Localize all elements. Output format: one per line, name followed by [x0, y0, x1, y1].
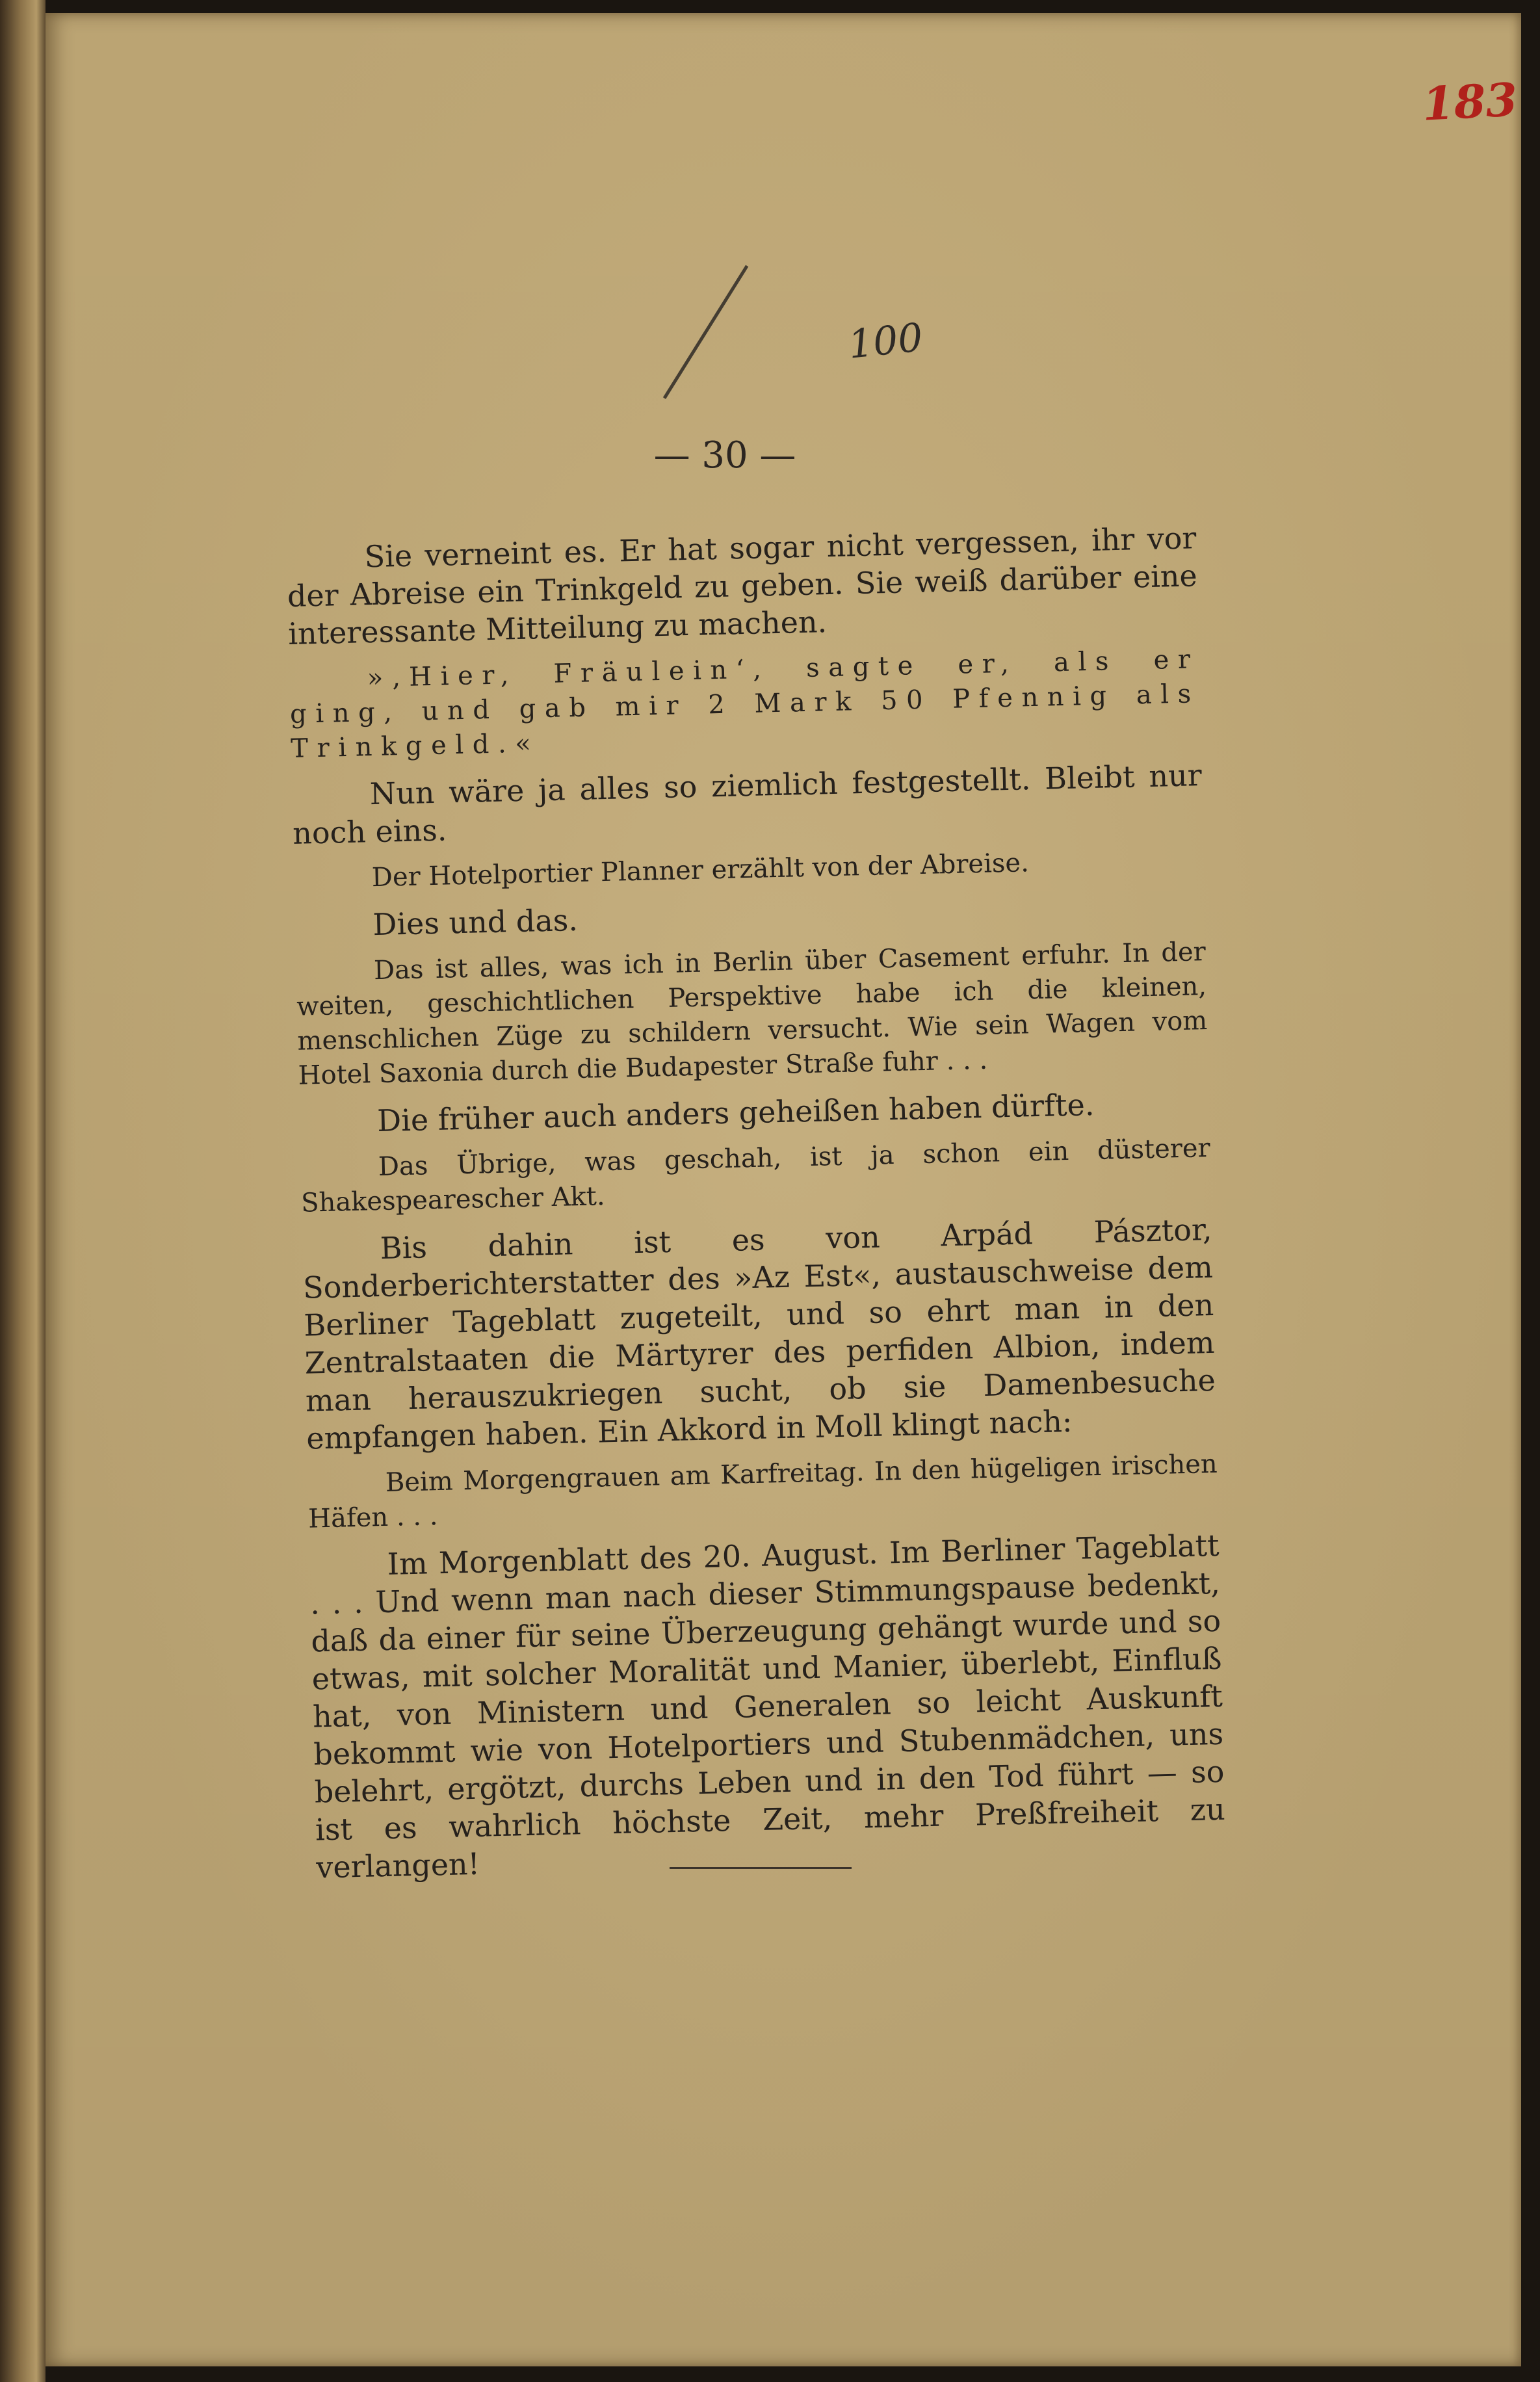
paragraph-7: Die früher auch anders geheißen haben dürfte. — [376, 1087, 1095, 1139]
paragraph-10: Beim Morgengrauen am Karfreitag. In den hügeligen irischen Häfen . . . — [307, 1448, 1218, 1534]
paragraph-11: Im Morgenblatt des 20. August. Im Berliner Tageblatt . . . Und wenn man nach dieser Stimmungspause bedenkt, daß da einer für seine Überzeugung gehängt wurde und so etwas, mit solcher Moralität und Manier, überlebt, Einfluß hat, von Ministern und Generalen so leicht Auskunft bekommt wie von Hotelportiers und Stubenmädchen, uns belehrt, ergötzt, durchs Leben und in den Tod führt — so ist es wahrlich höchste Zeit, mehr Preßfreiheit zu verlangen! — [309, 1527, 1226, 1885]
paragraph-3: Nun wäre ja alles so ziemlich festgestellt. Bleibt nur noch eins. — [292, 757, 1203, 851]
closing-rule — [670, 1867, 852, 1869]
paragraph-9: Bis dahin ist es von Arpád Pásztor, Sonderberichterstatter des »Az Est«, austauschweise dem Berliner Tageblatt zugeteilt, und so ehrt man in den Zentralstaaten die Märtyrer des perfiden Albion, indem man herauszukriegen sucht, ob sie Damenbesuche empfangen haben. Ein Akkord in Moll klingt nach: — [302, 1211, 1216, 1456]
paragraph-4: Der Hotelportier Planner erzählt von der Abreise. — [371, 848, 1030, 893]
page-number: — 30 — — [653, 434, 796, 477]
paragraph-1: Sie verneint es. Er hat sogar nicht vergessen, ihr vor der Abreise ein Trinkgeld zu geben. Sie weiß darüber eine interessante Mitteilung zu machen. — [287, 520, 1198, 651]
paragraph-5: Dies und das. — [372, 902, 579, 943]
handwritten-folio-number: 183 — [1420, 72, 1519, 131]
paragraph-8: Das Übrige, was geschah, ist ja schon ein düsterer Shakespearescher Akt. — [300, 1132, 1211, 1218]
body-text — [286, 519, 1227, 1886]
book-spine-edge — [0, 0, 46, 2382]
paragraph-2: »‚Hier, Fräulein‘, sagte er, als er ging, und gab mir 2 Mark 50 Pfennig als Trinkgeld.« — [289, 644, 1201, 764]
pencil-annotation-number: 100 — [846, 315, 925, 368]
paragraph-6: Das ist alles, was ich in Berlin über Casement erfuhr. In der weiten, geschichtlichen Perspektive habe ich die kleinen, menschlichen Züge zu schildern versucht. Wie sein Wagen vom Hotel Saxonia durch die Budapester Straße fuhr . . . — [296, 937, 1208, 1091]
